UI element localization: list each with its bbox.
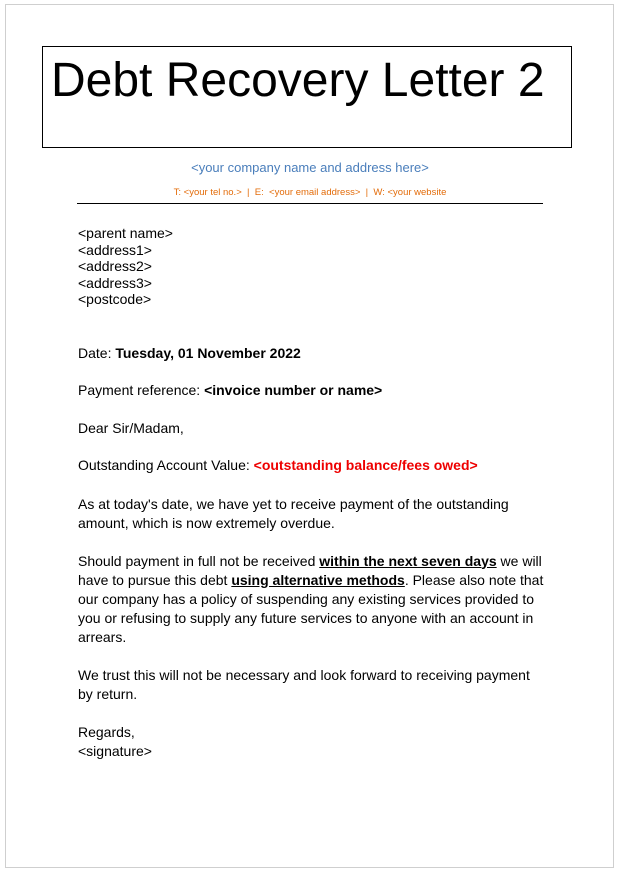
- payref-label: Payment reference:: [78, 382, 205, 398]
- title-box: [42, 46, 572, 148]
- payref-value: <invoice number or name>: [204, 382, 383, 398]
- header-divider: [77, 203, 543, 204]
- emphasis: within the next seven days: [319, 552, 497, 569]
- payment-reference-line: [78, 382, 548, 399]
- address-line: <address2>: [78, 258, 152, 274]
- text: we will have to pursue this debt: [78, 552, 542, 588]
- contact-line: T: <your tel no.> | E: <your email address> | W: <your website: [173, 187, 447, 198]
- closing: Regards,: [78, 723, 135, 740]
- text: . Please also note that our company has a policy of suspending any existing services provided to you or refusing to supply any future services to anyone with an account in arrears.: [78, 571, 544, 645]
- date-label: Date:: [78, 344, 116, 361]
- date-line: [78, 345, 548, 362]
- address-line: <parent name>: [78, 225, 173, 241]
- salutation: Dear Sir/Madam,: [78, 419, 184, 436]
- signature: <signature>: [78, 742, 152, 759]
- company-name: <your company name and address here>: [191, 160, 429, 175]
- paragraph-1: As at today's date, we have yet to receive payment of the outstanding amount, which is now extremely overdue.: [78, 495, 509, 531]
- outstanding-value: <outstanding balance/fees owed>: [253, 457, 478, 473]
- paragraph-3: We trust this will not be necessary and look forward to receiving payment by return.: [78, 666, 530, 702]
- letter-title: Debt Recovery Letter 2: [51, 54, 545, 107]
- address-line: <postcode>: [78, 291, 152, 307]
- date-value: Tuesday, 01 November 2022: [115, 344, 301, 361]
- outstanding-label: Outstanding Account Value:: [78, 457, 254, 473]
- address-line: <address1>: [78, 241, 152, 258]
- emphasis: using alternative methods: [231, 571, 405, 588]
- text: Should payment in full not be received: [78, 552, 320, 569]
- address-line: <address3>: [78, 274, 152, 291]
- paragraph-2: [78, 552, 548, 647]
- letter-body: [78, 225, 548, 761]
- outstanding-line: [78, 457, 548, 474]
